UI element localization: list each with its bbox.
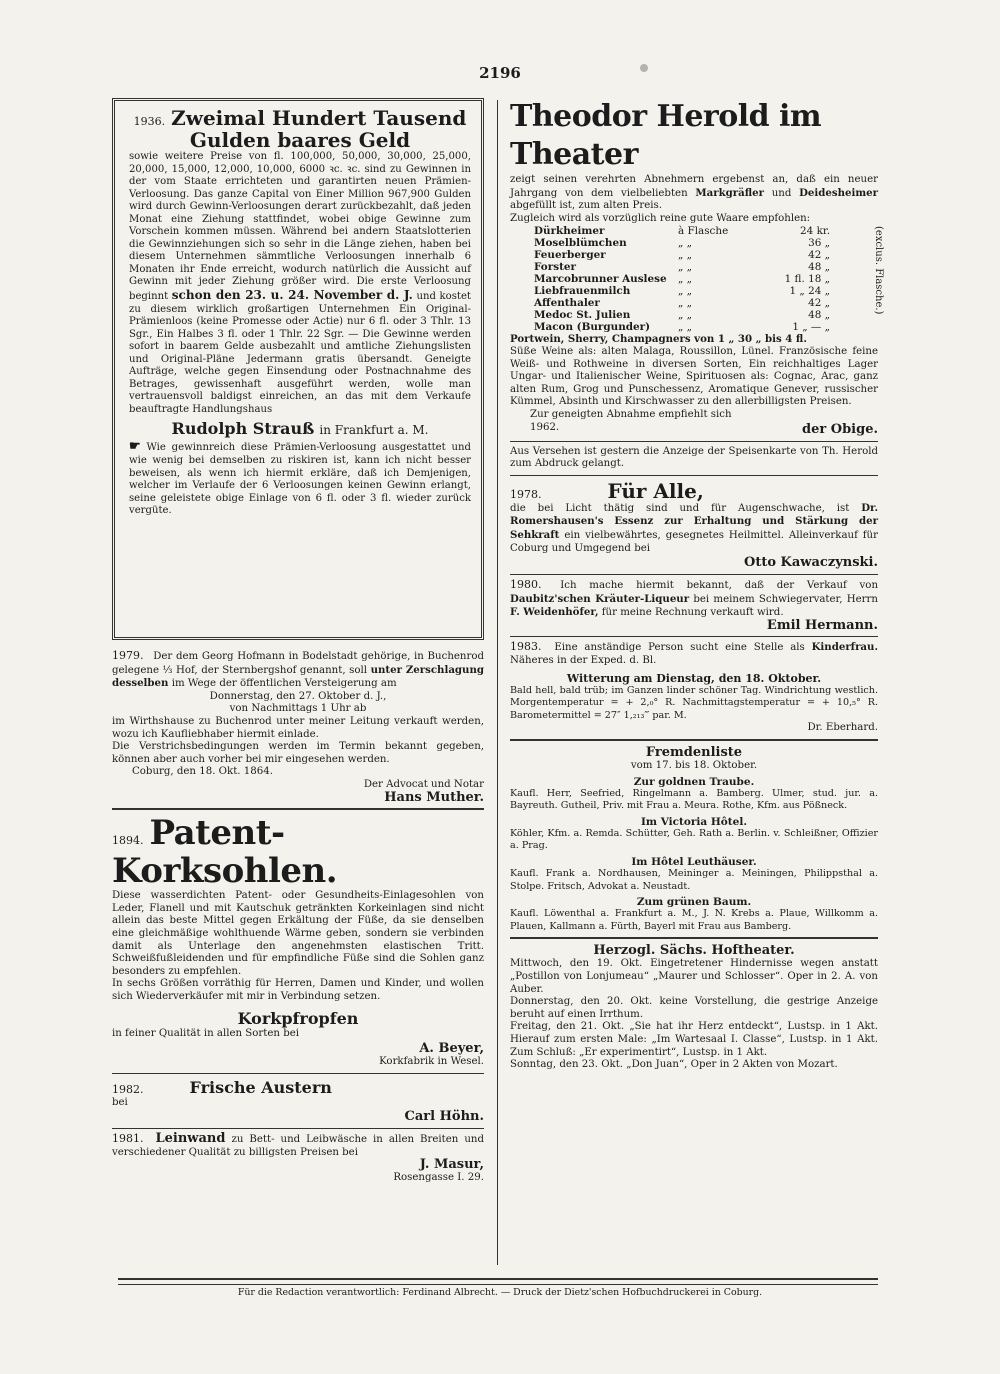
auction-text4: Die Verstrichsbedingungen werden im Termin bekannt gegeben, können aber auch vorher bei mir eingesehen werden. — [112, 741, 484, 765]
column-divider — [497, 100, 498, 1265]
hotel-guests: Köhler, Kfm. a. Remda. Schütter, Geh. Rath a. Berlin. v. Schleißner, Offizier a. Prag. — [510, 827, 878, 852]
wine-row — [532, 249, 832, 261]
wine-row — [532, 285, 832, 297]
ad-number: 1982. — [112, 1082, 144, 1096]
auction-ad — [112, 650, 484, 804]
cork-text2: In sechs Größen vorräthig für Herren, Damen und Kinder, und wollen sich Wiederverkäufer mit mir in Verbindung setzen. — [112, 978, 484, 1002]
wine-unit: à Flasche — [678, 225, 729, 238]
wine-price: 1 fl. 18 „ — [784, 273, 830, 286]
weather — [510, 672, 878, 735]
ad-number: 1979. — [112, 649, 144, 662]
theatre-title: Herzogl. Sächs. Hoftheater. — [593, 943, 795, 959]
wine-price: 48 „ — [808, 261, 830, 274]
lottery-title-line1: Zweimal Hundert Tausend — [171, 106, 467, 130]
oysters-bei: bei — [112, 1096, 128, 1108]
liqueur-text1: Ich mache hiermit bekannt, daß der Verkauf von — [560, 580, 879, 592]
cork-subtext: in feiner Qualität in allen Sorten bei — [112, 1028, 300, 1040]
theatre-entry: Donnerstag, den 20. Okt. keine Vorstellung, die gestrige Anzeige beruht auf einen Irrthum. — [510, 996, 878, 1020]
wine-name: Feuerberger — [534, 249, 606, 262]
wine-row — [532, 297, 832, 309]
lottery-para3: Wie gewinnreich diese Prämien-Verloosung ausgestattet und wie wenig bei demselben zu riskiren ist, kann ich nicht besser beweisen, als wenn ich hiermit erkläre, daß ich Demjenigen, welcher im Verlaufe der 6 Verloosungen keinen Gewinn erlangt, seine geleistete obige Einlage von 6 fl. oder 3 fl. wieder zurück vergüte. — [129, 442, 471, 517]
herold-und: und — [771, 187, 792, 199]
liqueur-bold1: Daubitz'schen Kräuter-Liqueur — [510, 592, 690, 605]
left-column — [112, 98, 484, 1185]
wine-price: 36 „ — [808, 237, 830, 250]
alle-text2: ein vielbewährtes, gesegnetes Heilmittel. Alleinverkauf für Coburg und Umgegend bei — [510, 529, 878, 554]
hotel-name: Im Hôtel Leuthäuser. — [631, 856, 757, 868]
oysters-title: Frische Austern — [189, 1077, 332, 1097]
footer-rule — [118, 1278, 878, 1285]
sweet-wines: Süße Weine als: alten Malaga, Roussillon, Lünel. Französische feine Weiß- und Rothweine in diversen Sorten, Ein reichhaltiges Lager Ungar- und Italienischer Weine, Spirituosen als: Cognac, Arac, ganz alten Rum, Grog und Punschessenz, Aromatique Genever, russischer Kümmel, Absinth und Kirschwasser zu den allerbilligsten Preisen. — [510, 345, 878, 408]
liqueur-text2: bei meinem Schwiegervater, Herrn — [693, 593, 878, 605]
herold-ad — [510, 98, 884, 437]
hotel-guests: Kaufl. Herr, Seefried, Ringelmann a. Bamberg. Ulmer, stud. jur. a. Bayreuth. Gutheil, Priv. mit Frau a. Meura. Rothe, Kfm. aus Pößneck. — [510, 787, 878, 812]
herold-title: Theodor Herold im Theater — [510, 99, 822, 172]
job-bold: Kinderfrau. — [811, 641, 878, 654]
auction-date: Donnerstag, den 27. Oktober d. J., — [209, 690, 387, 702]
alle-signer: Otto Kawaczynski. — [744, 555, 878, 571]
separator — [112, 1128, 484, 1129]
herold-intro2: abgefüllt ist, zum alten Preis. — [510, 200, 662, 212]
herold-wine2: Deidesheimer — [799, 186, 878, 199]
hotel-guests: Kaufl. Frank a. Nordhausen, Meininger a. Meiningen, Philippsthal a. Stolpe. Fritsch, Advokat a. Neustadt. — [510, 868, 878, 892]
linen-bold: Leinwand — [155, 1131, 226, 1147]
cork-title: Patent-Korksohlen. — [112, 813, 338, 892]
cork-signer-role: Korkfabrik in Wesel. — [379, 1056, 484, 1068]
wine-name: Dürkheimer — [534, 225, 605, 238]
wine-price: 48 „ — [808, 309, 830, 322]
cork-subtitle: Korkpfropfen — [237, 1009, 359, 1029]
liqueur-text3: für meine Rechnung verkauft wird. — [601, 607, 784, 619]
wine-name: Moselblümchen — [534, 237, 627, 250]
wine-unit: „ „ — [678, 237, 693, 250]
wine-row — [532, 237, 832, 249]
theatre-entry: Freitag, den 21. Okt. „Sie hat ihr Herz entdeckt“, Lustsp. in 1 Akt. Hierauf zum ersten Male: „Im Wartesaal I. Classe“, Lustsp. in 1 Akt. Zum Schluß: „Er experimentirt“, Lustsp. in 1 Akt. — [510, 1021, 878, 1058]
ad-number: 1980. — [510, 578, 542, 592]
lottery-title-line2: Gulden baares Geld — [189, 128, 411, 152]
separator — [510, 739, 878, 741]
cork-ad — [112, 814, 484, 1069]
cork-signer: A. Beyer, — [419, 1041, 484, 1057]
lottery-para1: sowie weitere Preise von fl. 100,000, 50,000, 30,000, 25,000, 20,000, 15,000, 12,000, 10,000, 6000 ꝛc. ꝛc. sind zu Gewinnen in der vom Staate errichteten und garantirten neuen Prämien-Verloosung. Das ganze Capital von Einer Million 967,900 Gulden wird durch Gewinn-Verloosungen derart zurückbezahlt, daß jeden Monat eine Ziehung stattfindet, wobei obige Gewinne zum Vorschein kommen müssen. Während bei andern Staatslotterien die Gewinnziehungen sich so sehr in die Länge ziehen, haben bei diesem Unternehmen sämmtliche Verloosungen innerhalb 6 Monaten ihr Ende erreicht, wodurch natürlich die Aussicht auf Gewinn mit jeder Ziehung größer wird. Die erste Verloosung beginnt — [129, 151, 471, 303]
separator — [112, 1073, 484, 1074]
auction-time: von Nachmittags 1 Uhr ab — [229, 703, 367, 715]
weather-text: Bald hell, bald trüb; im Ganzen linder schöner Tag. Windrichtung westlich. Morgentemperatur = + 2,₀° R. Nachmittagstemperatur = + 10,₅° R. Barometermittel = 27″ 1,₂₁₃‴ par. M. — [510, 684, 878, 721]
liqueur-bold2: F. Weidenhöfer, — [510, 606, 599, 619]
wine-name: Marcobrunner Auslese — [534, 273, 667, 286]
separator — [510, 475, 878, 476]
wine-price: 1 „ 24 „ — [789, 285, 830, 298]
page-number: 2196 — [479, 64, 521, 82]
liqueur-signer: Emil Hermann. — [766, 617, 878, 633]
right-column — [510, 98, 884, 1072]
separator — [112, 808, 484, 810]
ad-number: 1981. — [112, 1132, 144, 1146]
oysters-ad — [112, 1078, 484, 1125]
lottery-ad — [112, 98, 484, 640]
separator — [510, 937, 878, 939]
wine-unit: „ „ — [678, 297, 693, 310]
wine-unit: „ „ — [678, 285, 693, 298]
auction-text3: im Wirthshause zu Buchenrod unter meiner Leitung verkauft werden, wozu ich Kaufliebhaber hiermit einlade. — [112, 715, 484, 740]
firm-place: in Frankfurt a. M. — [319, 423, 429, 438]
wine-price: 42 „ — [808, 249, 830, 262]
lottery-body — [129, 151, 471, 416]
wine-table — [532, 225, 832, 333]
job-text2: Näheres in der Exped. d. Bl. — [510, 655, 657, 667]
firm-name: Rudolph Strauß — [171, 419, 315, 439]
wine-row — [532, 309, 832, 321]
wine-unit: „ „ — [678, 321, 693, 334]
wine-price: 1 „ — „ — [792, 321, 830, 334]
wine-row — [532, 321, 832, 333]
ad-number: 1894. — [112, 834, 144, 848]
ad-number: 1962. — [530, 421, 560, 433]
wine-price: 42 „ — [808, 297, 830, 310]
wine-price: 24 kr. — [800, 225, 830, 238]
guest-list — [510, 745, 878, 933]
auction-text1: Der dem Georg Hofmann in Bodelstadt gehörige, in Buchenrod gelegene ⅓ Hof, der Sternbergshof genannt, soll — [112, 651, 484, 676]
alle-title: Für Alle, — [607, 478, 704, 503]
hotel-name: Zum grünen Baum. — [636, 896, 752, 909]
auction-role: Der Advocat und Notar — [363, 778, 484, 790]
hotel-name: Zur goldnen Traube. — [633, 775, 755, 788]
auction-place-date: Coburg, den 18. Okt. 1864. — [132, 766, 273, 778]
linen-ad — [112, 1133, 484, 1184]
wine-name: Affenthaler — [534, 297, 600, 310]
port-line: Portwein, Sherry, Champagners von 1 „ 30 „ bis 4 fl. — [510, 333, 807, 346]
pointing-hand-icon: ☛ — [129, 439, 141, 455]
hotel-guests: Kaufl. Löwenthal a. Frankfurt a. M., J. N. Krebs a. Plaue, Willkomm a. Plauen, Kallmann a. Fürth, Bayerl mit Frau aus Bamberg. — [510, 908, 878, 932]
oysters-signer: Carl Höhn. — [404, 1109, 484, 1125]
theatre-entry: Sonntag, den 23. Okt. „Don Juan“, Oper in 2 Akten von Mozart. — [510, 1059, 838, 1071]
wine-row — [532, 273, 832, 285]
ad-number: 1936. — [133, 115, 166, 128]
alle-bold: Dr. Romershausen's Essenz zur Erhaltung und Stärkung der Sehkraft — [510, 501, 878, 541]
wine-name: Liebfrauenmilch — [534, 285, 631, 298]
wine-unit: „ „ — [678, 273, 693, 286]
lottery-firm — [129, 419, 471, 438]
wine-name: Forster — [534, 261, 576, 274]
job-text1: Eine anständige Person sucht eine Stelle als — [554, 642, 805, 654]
herold-intro: zeigt seinen verehrten Abnehmern ergebenst an, daß ein neuer Jahrgang von dem vielbeliebten — [510, 174, 878, 199]
guests-subtitle: vom 17. bis 18. Oktober. — [630, 760, 758, 772]
alle-text1: die bei Licht thätig sind und für Augenschwache, ist — [510, 502, 850, 514]
separator — [510, 574, 878, 575]
ad-number: 1983. — [510, 640, 542, 654]
alle-ad — [510, 480, 878, 570]
wine-unit: „ „ — [678, 249, 693, 262]
hotel-name: Im Victoria Hôtel. — [641, 815, 747, 828]
wine-name: Medoc St. Julien — [534, 309, 631, 322]
wine-unit: „ „ — [678, 261, 693, 274]
auction-bold: unter Zerschlagung desselben — [112, 663, 484, 690]
theatre — [510, 943, 878, 1071]
auction-text2: im Wege der öffentlichen Versteigerung am — [171, 678, 397, 690]
weather-title: Witterung am Dienstag, den 18. Oktober. — [566, 671, 822, 685]
herold-wine1: Markgräfler — [695, 186, 764, 199]
cork-text: Diese wasserdichten Patent- oder Gesundheits-Einlagesohlen von Leder, Flanell und mit Kautschuk getränkten Korkeinlagen sind nicht allein das beste Mittel gegen Erkältung der Füße, da sie denselben eine gleichmäßige wohlthuende Wärme geben, sondern sie verbinden damit als Unterlage den angenehmsten elastischen Tritt. Schweißfußleidenden und für empfindliche Füße sind die Sohlen ganz besonders zu empfehlen. — [112, 890, 484, 977]
guests-title: Fremdenliste — [645, 745, 743, 761]
wine-name: Macon (Burgunder) — [534, 321, 651, 334]
lottery-date: schon den 23. u. 24. November d. J. — [171, 288, 413, 303]
herold-signer: der Obige. — [802, 421, 878, 437]
wine-unit: „ „ — [678, 309, 693, 322]
notice: Aus Versehen ist gestern die Anzeige der Speisenkarte von Th. Herold zum Abdruck gelangt. — [510, 445, 878, 470]
lottery-title — [129, 107, 471, 151]
lottery-para2: und kostet zu diesem wirklich großartigen Unternehmen Ein Original-Prämienloos (keine Promesse oder Actie) nur 6 fl. oder 3 Thlr. 13 Sgr., Ein Halbes 3 fl. oder 1 Thlr. 22 Sgr. — Die Gewinne werden sofort in baarem Gelde ausbezahlt und amtliche Ziehungslisten und Original-Pläne Jedermann gratis übersandt. Geneigte Aufträge, welche gegen Einsendung oder Postnachnahme des Betrages, gewissenhaft ausgeführt werden, wolle man vertrauensvoll baldigst einreichen, an das mit dem Verkaufe beauftragte Handlungshaus — [129, 291, 471, 415]
theatre-entry: Mittwoch, den 19. Okt. Eingetretener Hindernisse wegen anstatt „Postillon von Lonjumeau“ „Maurer und Schlosser“. Oper in 2. A. von Auber. — [510, 958, 878, 995]
linen-address: Rosengasse I. 29. — [393, 1172, 484, 1184]
linen-text: zu Bett- und Leibwäsche in allen Breiten und verschiedener Qualität zu billigsten Preisen bei — [112, 1134, 484, 1158]
wine-row — [532, 261, 832, 273]
ink-spot — [640, 64, 648, 72]
job-ad — [510, 641, 878, 667]
separator — [510, 441, 878, 442]
liqueur-ad — [510, 579, 878, 632]
exclusive-note: (exclus. Flasche.) — [873, 226, 884, 315]
separator — [510, 636, 878, 637]
ad-number: 1978. — [510, 487, 542, 501]
wine-row — [532, 225, 832, 237]
linen-signer: J. Masur, — [419, 1157, 484, 1173]
herold-closing: Zur geneigten Abnahme empfiehlt sich — [530, 408, 732, 420]
weather-signer: Dr. Eberhard. — [807, 722, 878, 734]
footer-imprint: Für die Redaction verantwortlich: Ferdinand Albrecht. — Druck der Dietz'schen Hofbuchdruckerei in Coburg. — [237, 1287, 763, 1298]
lottery-guarantee — [129, 441, 471, 517]
auction-signer: Hans Muther. — [384, 789, 484, 805]
herold-intro3: Zugleich wird als vorzüglich reine gute Waare empfohlen: — [510, 212, 811, 224]
